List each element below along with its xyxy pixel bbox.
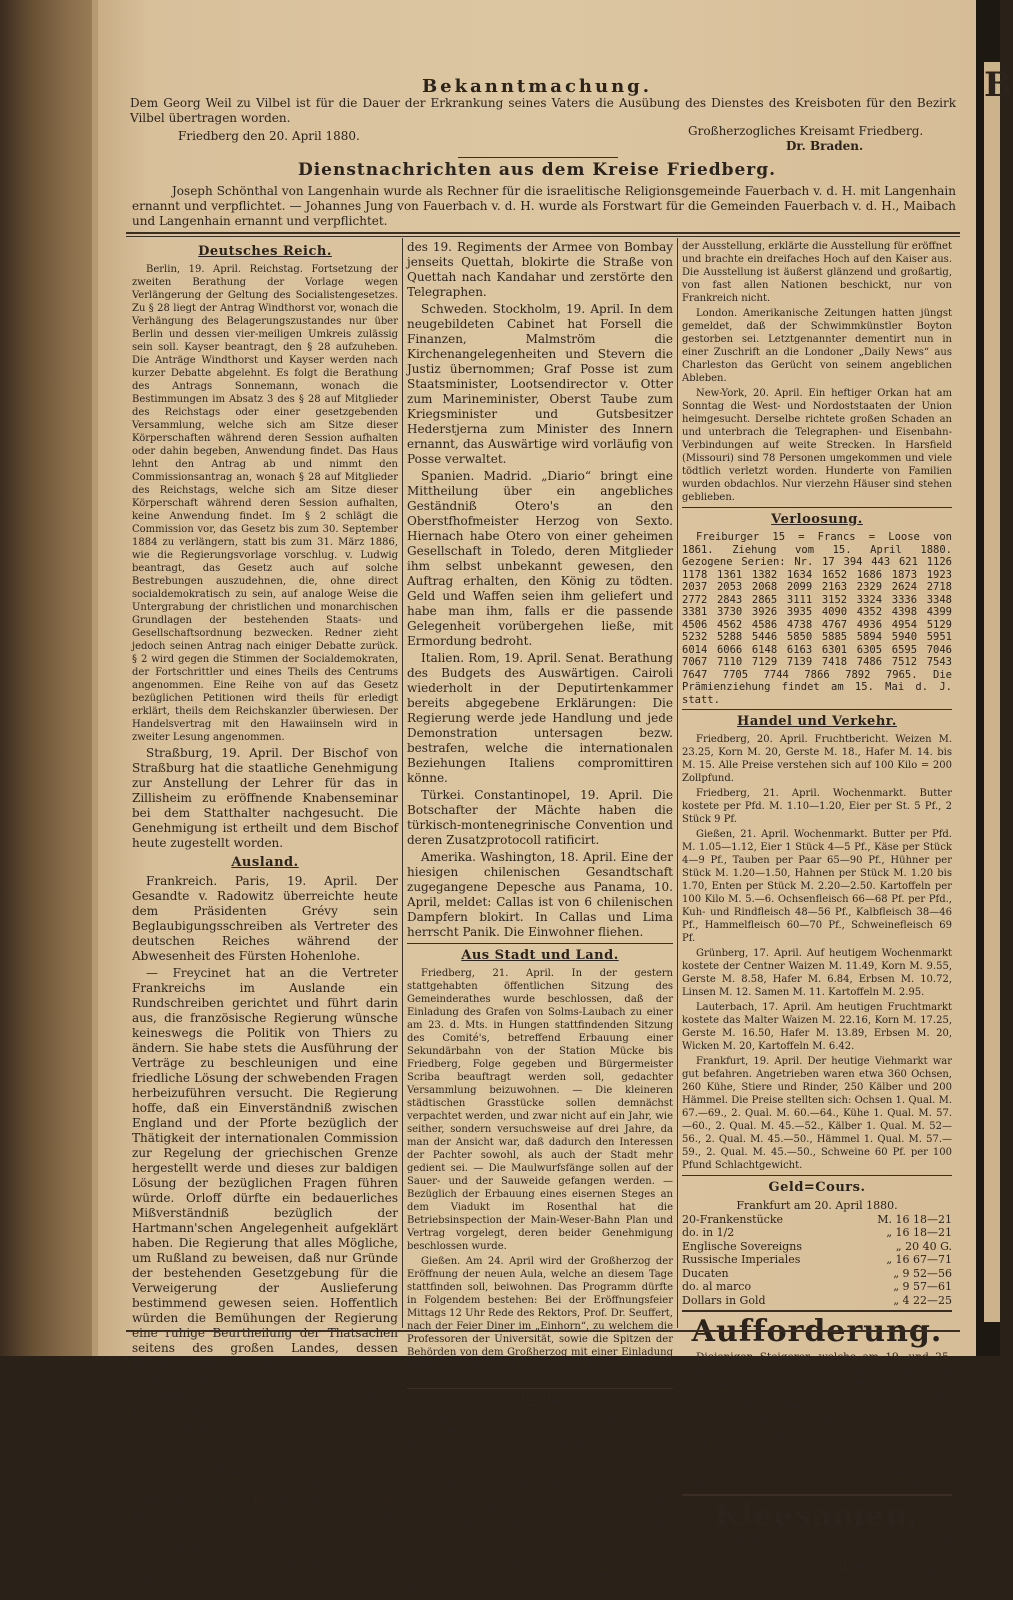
rates-table xyxy=(682,1213,952,1308)
section-handel-und-verkehr: Handel und Verkehr. xyxy=(737,714,897,729)
divider xyxy=(682,1175,952,1176)
article-frankreich: Frankreich. Paris, 19. April. Der Gesandte v. Radowitz überreichte heute dem Präsidenten Grévy sein Beglaubigungsschreiben als Vertreter des deutschen Reiches während der Abwesenheit des Fürsten Hohenlohe. xyxy=(132,874,398,963)
ad-aufforderung-title: Aufforderung. xyxy=(691,1314,943,1349)
rate-value: „ 4 22—25 xyxy=(893,1293,952,1307)
notice-signatory: Dr. Braden. xyxy=(786,139,864,153)
article-berlin-fischerei: Berlin, 20. April. Die internationale Fischerei-Ausstellung ist heute durch den Kronprinzen feierlich eröffnet worden. Prinz Friedrich Karl, die Mehrzahl der Minister, viele hohe Reichsbeamte und Mitglieder des Bundesraths und des Reichsraths, ferner sämmtliche Botschafter und Gesandte und die meisten Mitglieder des diplomatischen Corps wohnten dem Acte bei. Minister Lucius hielt die Anrede an den Kronprinzen als Protector xyxy=(407,1467,673,1595)
article-giessen: Gießen. Am 24. April wird der Großherzog der Eröffnung der neuen Aula, welche an diesem Tage stattfinden soll, beiwohnen. Das Programm dürfte in Folgendem bestehen: Bei der Eröffnungsfeier Mittags 12 Uhr Rede des Rektors, Prof. Dr. Seuffert, nach der Feier Diner im „Einhorn“, zu welchem die Professoren der Universität, sowie die Spitzen der Behörden von dem Großherzog mit einer Einladung beehrt worden sind. Am Abend Festcommers in Wenzel's Garten. xyxy=(407,1256,673,1384)
rate-name: 20-Frankenstücke xyxy=(682,1212,783,1226)
rule-top xyxy=(126,232,960,234)
column-rule xyxy=(402,238,403,1328)
article-tuerkei: Türkei. Constantinopel, 19. April. Die Botschafter der Mächte haben die türkisch-montenegrinische Convention und deren Zusatzprotocoll ratificirt. xyxy=(407,788,673,847)
ad-kleesamen-sign: Wilhelm Fertsch. xyxy=(837,1560,952,1575)
notice-place-date: Friedberg den 20. April 1880. xyxy=(178,129,360,143)
rate-row xyxy=(682,1226,952,1240)
article-ausstellung-cont: der Ausstellung, erklärte die Ausstellung für eröffnet und brachte ein dreifaches Hoch auf den Kaiser aus. Die Ausstellung ist äußerst glänzend und großartig, von fast allen Nationen beschickt, nur von Frankreich nicht. xyxy=(682,241,952,304)
service-news-title: Dienstnachrichten aus dem Kreise Friedberg. xyxy=(297,160,777,180)
rate-name: Russische Imperiales xyxy=(682,1253,801,1266)
article-italien: Italien. Rom, 19. April. Senat. Berathung des Budgets des Auswärtigen. Cairoli wiederholt in der Deputirtenkammer bereits abgegebene Erklärungen: Die Regierung werde jede Handlung und jede Demonstration untersagen bezw. bestrafen, welche die internationalen Beziehungen Italiens compromittiren könne. xyxy=(407,651,673,785)
article-grossbritannien: Großbritannien. London, 19. April. Beaconsfield hat, wie „Standard“ erfährt, der Königin, die vorgestern hierher zurückgekehrt ist, in der gestrigen Audienz das Entlassungsgesuch des Cabinets übermittelt und die Königin dasselbe angenommen. Am Mittwoch ist Cabinetsrath. Der „Times“ zufolge wünscht Bright in das neue Cabinet einzutreten, um bei der Lösung der irischen Grundeigenthumsfrage mitzuwirken. xyxy=(132,1388,398,1552)
rate-name: Englische Sovereigns xyxy=(682,1239,803,1253)
ad-kleesamen-text: reinst Rothklee und Luzern, in seidefreien Qualitäten von höchster Keimkraft bei xyxy=(682,1534,952,1559)
article-schweden: Schweden. Stockholm, 19. April. In dem neugebildeten Cabinet hat Forsell die Finanzen, Malmström die Kirchenangelegenheiten und Stevern die Justiz übernommen; Graf Posse ist zum Staatsminister, Lootsendirector v. Otter zum Marineminister, Oberst Taube zum Kriegsminister und Gutsbesitzer Hederstjerna zum Minister des Innern ernannt, das Auswärtige wird vorläufig von Posse verwaltet. xyxy=(407,302,673,466)
article-london: London. Amerikanische Zeitungen hatten jüngst gemeldet, daß der Schwimmkünstler Boyton gestorben sei. Letztgenannter dementirt nun in einer Zuschrift an die Londoner „Daily News“ aus Charleston das Gerücht von seinem angeblichen Ableben. xyxy=(682,308,952,384)
article-spanien: Spanien. Madrid. „Diario“ bringt eine Mittheilung über ein angebliches Geständniß Otero's an den Oberstfhofmeister Herzog von Sexto. Hiernach habe Otero von einer geheimen Gesellschaft in Toledo, deren Mitglieder ihm selbst unbekannt gewesen, den Auftrag erhalten, den König zu tödten. Geld und Waffen seien ihm geliefert und habe man ihm, falls er die passende Gelegenheit vorübergehen ließe, mit Ermordung bedroht. xyxy=(407,469,673,648)
section-deutsches-reich: Deutsches Reich. xyxy=(198,244,332,259)
rate-name: do. in 1/2 xyxy=(682,1226,735,1239)
article-strassburg: Straßburg, 19. April. Der Bischof von Straßburg hat die staatliche Genehmigung zur Anstellung der Lehrer für das in Zillisheim zu eröffnende Knabenseminar bei dem Statthalter nachgesucht. Die Genehmigung ist ertheilt und dem Bischof heute zugestellt worden. xyxy=(132,746,398,850)
rate-value: „ 16 18—21 xyxy=(886,1226,952,1239)
notice-title: Bekanntmachung. xyxy=(421,76,653,97)
divider xyxy=(682,1494,952,1496)
rate-value: M. 16 18—21 xyxy=(877,1212,952,1226)
section-verloosung: Verloosung. xyxy=(771,512,863,527)
next-page-fragment xyxy=(984,62,1013,1322)
market-friedberg-woche: Friedberg, 21. April. Wochenmarkt. Butter kostete per Pfd. M. 1.10—1.20, Eier per St. 5 Pf., 2 Stück 9 Pf. xyxy=(682,788,952,825)
ad-aufforderung-text: Diejenigen Steigerer, welche am 19. und 25. Februar lfd. J. in den Gräflichen Revieren Wickstadt und Offenheimer Holz ersteigert und noch im Walde sitzen haben, werden hierdurch aufgefordert, dasselbe bis zum 30. l. M. aus den Schlägen wegzubringen, widrigenfalls nach den Versteigerungsbedingungen 11 und 12 verfahren wird. xyxy=(682,1351,952,1451)
notice-authority: Großherzogliches Kreisamt Friedberg. xyxy=(688,124,924,138)
rate-name: Ducaten xyxy=(682,1266,729,1280)
rate-row xyxy=(682,1213,952,1227)
rate-value: „ 16 67—71 xyxy=(886,1253,952,1266)
section-allerlei: Allerlei. xyxy=(508,1393,572,1408)
ad-aufforderung-sign: Schallas. xyxy=(904,1478,952,1490)
column-2 xyxy=(407,240,673,1595)
rate-row xyxy=(682,1240,952,1254)
market-frankfurt-vieh: Frankfurt, 19. April. Der heutige Viehmarkt war gut befahren. Angetrieben waren etwa 360 Ochsen, 260 Kühe, Stiere und Rinder, 250 Kälber und 200 Hämmel. Die Preise stellten sich: Ochsen 1. Qual. M. 67.—69., 2. Qual. M. 60.—64., Kühe 1. Qual. M. 57.—60., 2. Qual. M. 45.—52., Kälber 1. Qual. M. 52—56., 2. Qual. M. 45.—50., Hämmel 1. Qual. M. 57.—59., 2. Qual. M. 45.—50., Schweine 60 Pf. per 100 Pfund Schlachtgewicht. xyxy=(682,1056,952,1171)
book-spine xyxy=(0,0,98,1356)
ad-kleesamen-title: Kleesamen, xyxy=(714,1497,920,1533)
rates-heading: Frankfurt am 20. April 1880. xyxy=(736,1199,898,1212)
rate-value: „ 20 40 G. xyxy=(895,1239,952,1253)
market-giessen: Gießen, 21. April. Wochenmarkt. Butter per Pfd. M. 1.05—1.12, Eier 1 Stück 4—5 Pf., Käse per Stück 4—9 Pf., Tauben per Paar 65—90 Pf., Hühner per Stück M. 1.20—1.50, Hahnen per Stück M. 1.20 bis 1.70, Enten per Stück M. 2.20—2.50. Kartoffeln per 100 Kilo M. 5.—6. Ochsenfleisch 66—68 Pf. per Pfd., Kuh- und Rindfleisch 48—56 Pf., Kalbfleisch 38—46 Pf., Hammelfleisch 60—70 Pf., Schweinefleisch 69 Pf. xyxy=(682,829,952,944)
lottery-list: Freiburger 15 = Francs = Loose von 1861. Ziehung vom 15. April 1880. Gezogene Serien: Nr. 17 394 443 621 1126 1178 1361 1382 1634 1652 1686 1873 1923 2037 2053 2068 2099 2163 2329 2624 2718 2772 2843 2865 3111 3152 3324 3336 3348 3381 3730 3926 3935 4090 4352 4398 4399 4506 4562 4586 4738 4767 4936 4954 5129 5232 5288 5446 5850 5885 5894 5940 5951 6014 6066 6148 6163 6301 6305 6595 7046 7067 7110 7129 7139 7418 7486 7512 7543 7647 7705 7744 7866 7892 7965. Die Prämienziehung findet am 15. Mai d. J. statt. xyxy=(682,531,952,706)
column-3 xyxy=(682,240,952,1575)
ad-aufforderung-footer xyxy=(682,1478,952,1491)
divider xyxy=(682,709,952,710)
column-1 xyxy=(132,240,398,1599)
rate-value: „ 9 57—61 xyxy=(893,1280,952,1293)
divider xyxy=(682,1310,952,1312)
ad-aufforderung-place: Wickstadt den 19. April 1880. xyxy=(737,1453,897,1465)
rule-bottom xyxy=(126,1330,960,1332)
divider xyxy=(458,157,618,158)
rate-row xyxy=(682,1294,952,1308)
rule-top-thin xyxy=(126,236,960,237)
ad-kleesamen-footer xyxy=(682,1562,952,1575)
newspaper-page xyxy=(98,0,976,1599)
section-ausland: Ausland. xyxy=(231,855,299,870)
divider xyxy=(682,507,952,508)
ad-aufforderung-office: Gräfliche Oberförsterei Assenheim. xyxy=(763,1465,952,1478)
market-gruenberg: Grünberg, 17. April. Auf heutigem Wochenmarkt kostete der Centner Waizen M. 11.49, Korn M. 9.55, Gerste M. 8.58, Hafer M. 6.84, Erbsen M. 10.72, Linsen M. 12. Samen M. 11. Kartoffeln M. 2.95. xyxy=(682,948,952,998)
rate-row xyxy=(682,1280,952,1294)
rate-row xyxy=(682,1267,952,1281)
ad-number: 1434 xyxy=(682,1478,709,1490)
rate-row xyxy=(682,1253,952,1267)
article-bombay: — „Bombay Gazette“ meldet: eine Bande Pathous tödtete einen Officier eines Detachements xyxy=(132,1555,398,1599)
ad-number: 1376 xyxy=(682,1561,709,1574)
next-page-initial: B xyxy=(984,65,1013,105)
article-bombay-cont: des 19. Regiments der Armee von Bombay jenseits Quettah, blokirte die Straße von Quettah nach Kandahar und zerstörte den Telegraphen. xyxy=(407,240,673,299)
article-freycinet: — Freycinet hat an die Vertreter Frankreichs im Auslande ein Rundschreiben gerichtet und führt darin aus, die französische Regierung wünsche keineswegs die Politik von Thiers zu ändern. Sie habe stets die Ausführung der Verträge zu beschleunigen und eine friedliche Lösung der schwebenden Fragen herbeizuführen versucht. Die Regierung hoffe, daß ein Einverständniß zwischen England und der Pforte bezüglich der Thätigkeit der internationalen Commission zur Regelung der griechischen Grenze hergestellt werde und dieses zur baldigen Lösung der bezüglichen Fragen führen würde. Orloff dürfte ein bedauerliches Mißverständniß bezüglich der Hartmann'schen Angelegenheit aufgeklärt haben. Die Regierung that alles Mögliche, um Rußland zu beweisen, daß nur Gründe der bestehenden Gesetzgebung für die Verweigerung der Auslieferung bestimmend gewesen seien. Hoffentlich würden die Bemühungen der Regierung eine ruhige Beurtheilung der Thatsachen seitens des großen Landes, dessen Freundschaft Frankreich werthvoll sei, herbeiführen. xyxy=(132,966,398,1385)
rate-name: Dollars in Gold xyxy=(682,1293,766,1307)
divider xyxy=(407,943,673,944)
notice-text: Dem Georg Weil zu Vilbel ist für die Dauer der Erkrankung seines Vaters die Ausübung des Dienstes des Kreisboten für den Bezirk Vilbel übertragen worden. xyxy=(130,96,956,125)
article-amerika: Amerika. Washington, 18. April. Eine der hiesigen chilenischen Gesandtschaft zugegangene Depesche aus Panama, 10. April, meldet: Callas ist von 6 chilenischen Dampfern blokirt. In Callas und Lima herrscht Panik. Die Einwohner fliehen. xyxy=(407,850,673,939)
column-rule xyxy=(677,238,678,1328)
market-friedberg-frucht: Friedberg, 20. April. Fruchtbericht. Weizen M. 23.25, Korn M. 20, Gerste M. 18., Hafer M. 14. bis M. 15. Alle Preise verstehen sich auf 100 Kilo = 200 Zollpfund. xyxy=(682,734,952,784)
section-geld-cours: Geld=Cours. xyxy=(768,1180,866,1195)
article-friedberg: Friedberg, 21. April. In der gestern stattgehabten öffentlichen Sitzung des Gemeinderathes wurde beschlossen, daß der Einladung des Grafen von Solms-Laubach zu einer am 23. d. Mts. in Hungen stattfindenden Sitzung des Comité's, betreffend Erbauung einer Sekundärbahn von der Station Mücke bis Friedberg, Folge gegeben und Bürgermeister Scriba beauftragt werden soll, gedachter Versammlung beizuwohnen. — Die kleineren städtischen Grasstücke sollen demnächst verpachtet werden, und zwar nicht auf ein Jahr, wie seither, sondern versuchsweise auf drei Jahre, da man der Ansicht war, daß dadurch den Interessen der Pachter sowohl, als auch der Stadt mehr gedient sei. — Die Maulwurfsfänge sollen auf der Sauer- und der Sauweide gefangen werden. — Bezüglich der Erbauung eines eisernen Steges an dem Viadukt im Rosenthal hat die Betriebsinspection der Main-Weser-Bahn Plan und Vertrag vorgelegt, deren beider Genehmigung beschlossen wurde. xyxy=(407,968,673,1252)
service-news-text: Joseph Schönthal von Langenhain wurde als Rechner für die israelitische Religionsgemeinde Fauerbach v. d. H. mit Langenhain ernannt und verpflichtet. — Johannes Jung von Fauerbach v. d. H. wurde als Forstwart für die Gemeinden Fauerbach v. d. H., Maibach und Langenhain ernannt und verpflichtet. xyxy=(132,184,956,228)
article-berlin: Berlin, 19. April. Reichstag. Fortsetzung der zweiten Berathung der Vorlage wegen Verlängerung der Geltung des Socialistengesetzes. Zu § 28 liegt der Antrag Windthorst vor, wonach die Verhängung des Belagerungszustandes nur über Berlin und dessen vier-meiligen Umkreis zulässig sein soll. Kayser beantragt, den § 28 aufzuheben. Die Anträge Windthorst und Kayser werden nach kurzer Debatte abgelehnt. Es folgt die Berathung des Antrags Sonnemann, wonach die Bestimmungen im Absatz 3 des § 28 auf Mitglieder des Reichstags oder einer gesetzgebenden Versammlung, welche sich am Sitze dieser Körperschaften während deren Session aufhalten oder dahin begeben, Anwendung findet. Das Haus lehnt den Antrag ab und nimmt den Commissionsantrag an, wonach § 28 auf Mitglieder des Reichstags, welche sich am Sitze dieser Körperschaft während deren Session aufhalten, keine Anwendung findet. Im § 2 schlägt die Commission vor, das Gesetz bis zum 30. September 1884 zu verlängern, statt bis zum 31. März 1886, wie die Regierungsvorlage vorschlug. v. Ludwig beantragt, das Gesetz auch auf solche Bestrebungen auszudehnen, die, ohne direct socialdemokratisch zu sein, auf analoge Weise die Untergrabung der christlichen und monarchischen Grundlagen der bestehenden Staats- und Gesellschaftsordnung bezwecken. Redner zieht jedoch seinen Antrag nach einiger Debatte zurück. § 2 wird gegen die Stimmen der Socialdemokraten, der Fortschrittler und eines Theils des Centrums angenommen. Eine Reihe von auf das Gesetz bezüglichen Petitionen wird theils für erledigt erklärt, theils dem Reichskanzler überwiesen. Der Handelsvertrag mit den Hawaiinseln wird in zweiter Lesung angenommen. xyxy=(132,264,398,743)
section-aus-stadt-und-land: Aus Stadt und Land. xyxy=(461,948,619,963)
market-lauterbach: Lauterbach, 17. April. Am heutigen Fruchtmarkt kostete das Malter Waizen M. 22.16, Korn M. 17.25, Gerste M. 16.50, Hafer M. 13.89, Erbsen M. 20, Wicken M. 20, Kartoffeln M. 6.42. xyxy=(682,1002,952,1052)
divider xyxy=(407,1388,673,1389)
article-new-york: New-York, 20. April. Ein heftiger Orkan hat am Sonntag die West- und Nordoststaaten der Union heimgesucht. Derselbe richtete großen Schaden an und unterbrach die Telegraphen- und Eisenbahn-Verbindungen auf weite Strecken. In Harsfield (Missouri) sind 78 Personen umgekommen und viele tödtlich verletzt worden. Hunderte von Familien wurden obdachlos. Nur vierzehn Häuser sind stehen geblieben. xyxy=(682,388,952,503)
article-frankfurt: Frankfurt, 20. April Zwischen Sachsenhausen und Oberrad ließ sich gestern Abend ein junger Mann durch einen Zug der Offenbacher Localbahn überfahren und wurde todt aufgefunden. xyxy=(407,1413,673,1463)
rate-name: do. al marco xyxy=(682,1280,752,1293)
rate-value: „ 9 52—56 xyxy=(893,1266,952,1280)
